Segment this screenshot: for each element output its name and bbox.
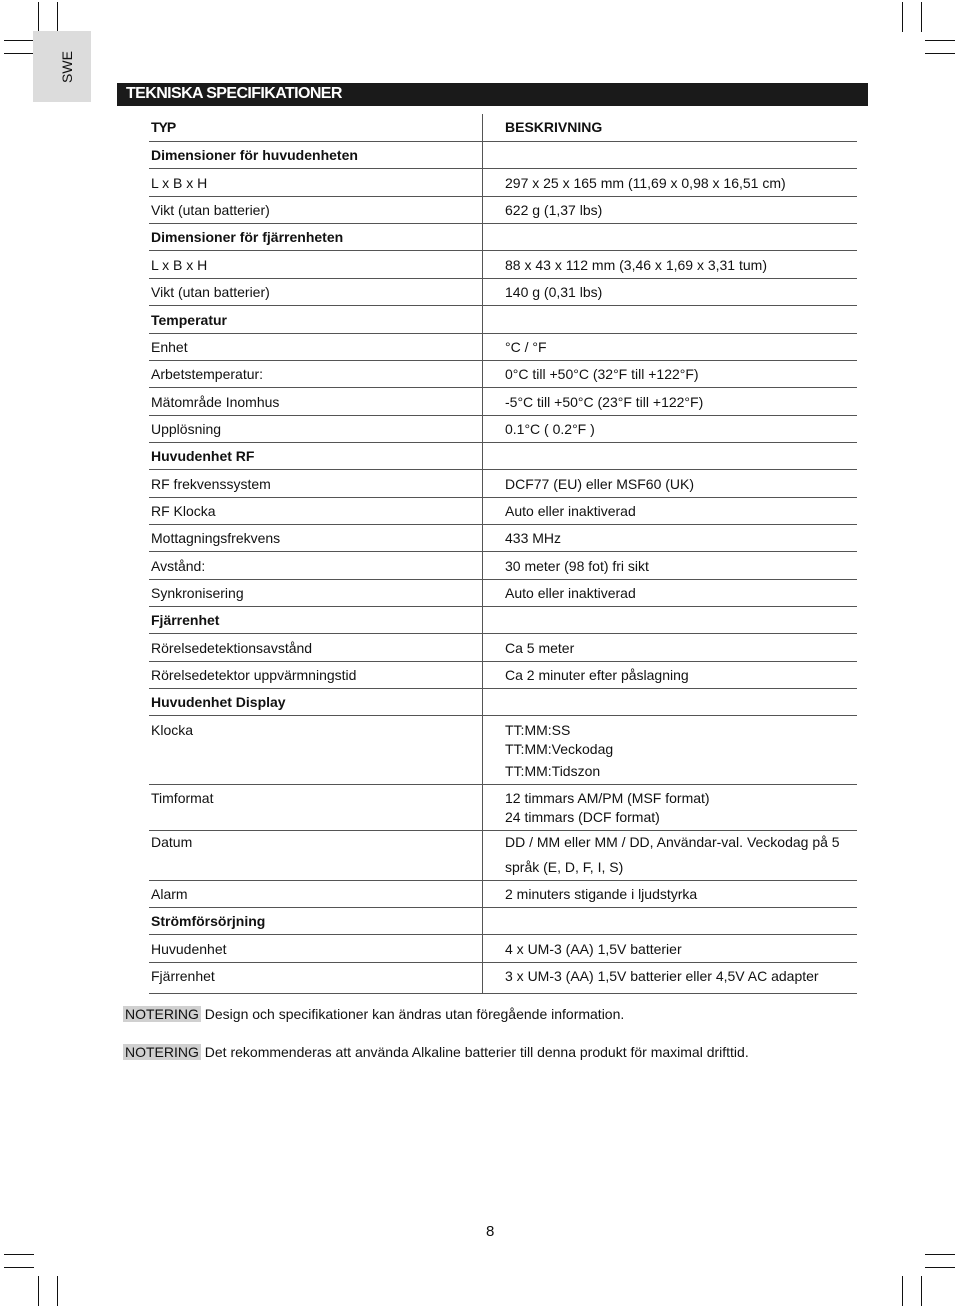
row-divider bbox=[482, 551, 857, 552]
spec-label: RF frekvenssystem bbox=[151, 476, 271, 492]
row-divider bbox=[482, 880, 857, 881]
row-divider bbox=[482, 907, 857, 908]
spec-value-line-2: 24 timmars (DCF format) bbox=[505, 809, 660, 825]
spec-label: Mottagningsfrekvens bbox=[151, 530, 281, 546]
row-divider bbox=[149, 633, 482, 634]
spec-value: Auto eller inaktiverad bbox=[505, 585, 636, 601]
row-divider bbox=[482, 715, 857, 716]
row-divider bbox=[482, 661, 857, 662]
row-divider bbox=[149, 524, 482, 525]
row-divider bbox=[482, 784, 857, 785]
crop-mark bbox=[921, 2, 922, 32]
row-divider bbox=[149, 688, 482, 689]
spec-value: DCF77 (EU) eller MSF60 (UK) bbox=[505, 476, 695, 492]
row-divider bbox=[149, 360, 482, 361]
crop-mark bbox=[925, 1267, 955, 1268]
section-title: TEKNISKA SPECIFIKATIONER bbox=[126, 85, 342, 102]
spec-value: 622 g (1,37 lbs) bbox=[505, 202, 603, 218]
column-divider bbox=[482, 114, 483, 994]
row-divider bbox=[482, 633, 857, 634]
spec-label: Vikt (utan batterier) bbox=[151, 284, 270, 300]
row-divider bbox=[482, 223, 857, 224]
spec-label: Huvudenhet RF bbox=[151, 448, 255, 464]
row-divider bbox=[149, 579, 482, 580]
note-1 bbox=[123, 1006, 624, 1022]
row-divider bbox=[482, 934, 857, 935]
language-tab bbox=[33, 31, 91, 102]
spec-value: 0.1°C ( 0.2°F ) bbox=[505, 421, 595, 437]
crop-mark bbox=[38, 1276, 39, 1306]
row-divider bbox=[149, 784, 482, 785]
spec-value: Auto eller inaktiverad bbox=[505, 503, 636, 519]
row-divider bbox=[482, 305, 857, 306]
row-divider bbox=[482, 993, 857, 994]
spec-value: Ca 5 meter bbox=[505, 640, 575, 656]
crop-mark bbox=[57, 1276, 58, 1306]
row-divider bbox=[482, 497, 857, 498]
spec-label: RF Klocka bbox=[151, 503, 216, 519]
spec-label: Arbetstemperatur: bbox=[151, 366, 264, 382]
crop-mark bbox=[57, 2, 58, 32]
spec-label: Upplösning bbox=[151, 421, 222, 437]
row-divider bbox=[482, 250, 857, 251]
row-divider bbox=[149, 934, 482, 935]
row-divider bbox=[482, 830, 857, 831]
spec-label: Vikt (utan batterier) bbox=[151, 202, 270, 218]
row-divider bbox=[482, 688, 857, 689]
spec-label: Dimensioner för huvudenheten bbox=[151, 147, 358, 163]
spec-value: 30 meter (98 fot) fri sikt bbox=[505, 558, 649, 574]
spec-value: 88 x 43 x 112 mm (3,46 x 1,69 x 3,31 tum) bbox=[505, 257, 767, 273]
spec-label: Huvudenhet bbox=[151, 941, 227, 957]
note-text: Det rekommenderas att använda Alkaline batterier till denna produkt för maximal drifttid. bbox=[204, 1044, 749, 1060]
spec-label: Strömförsörjning bbox=[151, 913, 266, 929]
spec-label: Datum bbox=[151, 834, 193, 850]
row-divider bbox=[482, 360, 857, 361]
spec-label: Timformat bbox=[151, 790, 214, 806]
spec-value: TT:MM:SS bbox=[505, 722, 571, 738]
spec-label: Fjärrenhet bbox=[151, 612, 220, 628]
row-divider bbox=[482, 606, 857, 607]
crop-mark bbox=[4, 1267, 34, 1268]
row-divider bbox=[149, 661, 482, 662]
row-divider bbox=[482, 962, 857, 963]
row-divider bbox=[149, 168, 482, 169]
row-divider bbox=[149, 606, 482, 607]
row-divider bbox=[149, 442, 482, 443]
crop-mark bbox=[38, 2, 39, 32]
crop-mark bbox=[902, 2, 903, 32]
row-divider bbox=[482, 168, 857, 169]
spec-label: Alarm bbox=[151, 886, 188, 902]
row-divider bbox=[149, 993, 482, 994]
spec-label: Rörelsedetektionsavstånd bbox=[151, 640, 313, 656]
row-divider bbox=[149, 141, 482, 142]
row-divider bbox=[482, 333, 857, 334]
spec-value: 2 minuters stigande i ljudstyrka bbox=[505, 886, 698, 902]
row-divider bbox=[482, 442, 857, 443]
note-tag: NOTERING bbox=[125, 1006, 199, 1022]
spec-label: Rörelsedetektor uppvärmningstid bbox=[151, 667, 357, 683]
row-divider bbox=[149, 278, 482, 279]
spec-label: Mätområde Inomhus bbox=[151, 394, 280, 410]
spec-label: Huvudenhet Display bbox=[151, 694, 286, 710]
section-header bbox=[117, 83, 868, 106]
row-divider bbox=[149, 387, 482, 388]
row-divider bbox=[149, 830, 482, 831]
spec-label: Enhet bbox=[151, 339, 188, 355]
spec-value: 0°C till +50°C (32°F till +122°F) bbox=[505, 366, 699, 382]
spec-label: L x B x H bbox=[151, 257, 208, 273]
spec-value: 4 x UM-3 (AA) 1,5V batterier bbox=[505, 941, 682, 957]
spec-value-line-2: språk (E, D, F, I, S) bbox=[505, 859, 624, 875]
row-divider bbox=[149, 223, 482, 224]
spec-value-line-2: TT:MM:Veckodag bbox=[505, 741, 614, 757]
column-header-description: BESKRIVNING bbox=[505, 119, 603, 135]
row-divider bbox=[482, 415, 857, 416]
spec-value: 140 g (0,31 lbs) bbox=[505, 284, 603, 300]
row-divider bbox=[149, 250, 482, 251]
spec-label: Fjärrenhet bbox=[151, 968, 215, 984]
row-divider bbox=[482, 469, 857, 470]
crop-mark bbox=[925, 53, 955, 54]
row-divider bbox=[149, 962, 482, 963]
spec-value: °C / °F bbox=[505, 339, 547, 355]
spec-label: L x B x H bbox=[151, 175, 208, 191]
row-divider bbox=[149, 880, 482, 881]
row-divider bbox=[482, 196, 857, 197]
row-divider bbox=[149, 415, 482, 416]
spec-value: 433 MHz bbox=[505, 530, 562, 546]
row-divider bbox=[482, 579, 857, 580]
crop-mark bbox=[4, 1254, 34, 1255]
row-divider bbox=[149, 497, 482, 498]
row-divider bbox=[482, 387, 857, 388]
spec-value: Ca 2 minuter efter påslagning bbox=[505, 667, 689, 683]
row-divider bbox=[149, 551, 482, 552]
spec-label: Klocka bbox=[151, 722, 194, 738]
crop-mark bbox=[925, 40, 955, 41]
crop-mark bbox=[925, 1254, 955, 1255]
column-header-type: TYP bbox=[151, 119, 176, 135]
spec-label: Synkronisering bbox=[151, 585, 244, 601]
row-divider bbox=[149, 469, 482, 470]
spec-label: Avstånd: bbox=[151, 558, 206, 574]
row-divider bbox=[482, 278, 857, 279]
row-divider bbox=[149, 907, 482, 908]
row-divider bbox=[482, 524, 857, 525]
row-divider bbox=[149, 305, 482, 306]
spec-value: 12 timmars AM/PM (MSF format) bbox=[505, 790, 710, 806]
spec-value: DD / MM eller MM / DD, Användar-val. Veckodag på 5 bbox=[505, 834, 840, 850]
spec-value: -5°C till +50°C (23°F till +122°F) bbox=[505, 394, 704, 410]
crop-mark bbox=[4, 40, 34, 41]
spec-value: 3 x UM-3 (AA) 1,5V batterier eller 4,5V AC adapter bbox=[505, 968, 819, 984]
crop-mark bbox=[4, 53, 34, 54]
note-text: Design och specifikationer kan ändras utan föregående information. bbox=[204, 1006, 625, 1022]
spec-value-line-3: TT:MM:Tidszon bbox=[505, 763, 601, 779]
language-tab-label: SWE bbox=[59, 51, 75, 83]
row-divider bbox=[149, 333, 482, 334]
page-number: 8 bbox=[486, 1223, 495, 1240]
note-2 bbox=[123, 1044, 749, 1060]
spec-label: Dimensioner för fjärrenheten bbox=[151, 229, 344, 245]
crop-mark bbox=[921, 1276, 922, 1306]
note-tag: NOTERING bbox=[125, 1044, 199, 1060]
row-divider bbox=[149, 196, 482, 197]
spec-label: Temperatur bbox=[151, 312, 227, 328]
row-divider bbox=[149, 715, 482, 716]
crop-mark bbox=[902, 1276, 903, 1306]
spec-value: 297 x 25 x 165 mm (11,69 x 0,98 x 16,51 cm) bbox=[505, 175, 786, 191]
row-divider bbox=[482, 141, 857, 142]
